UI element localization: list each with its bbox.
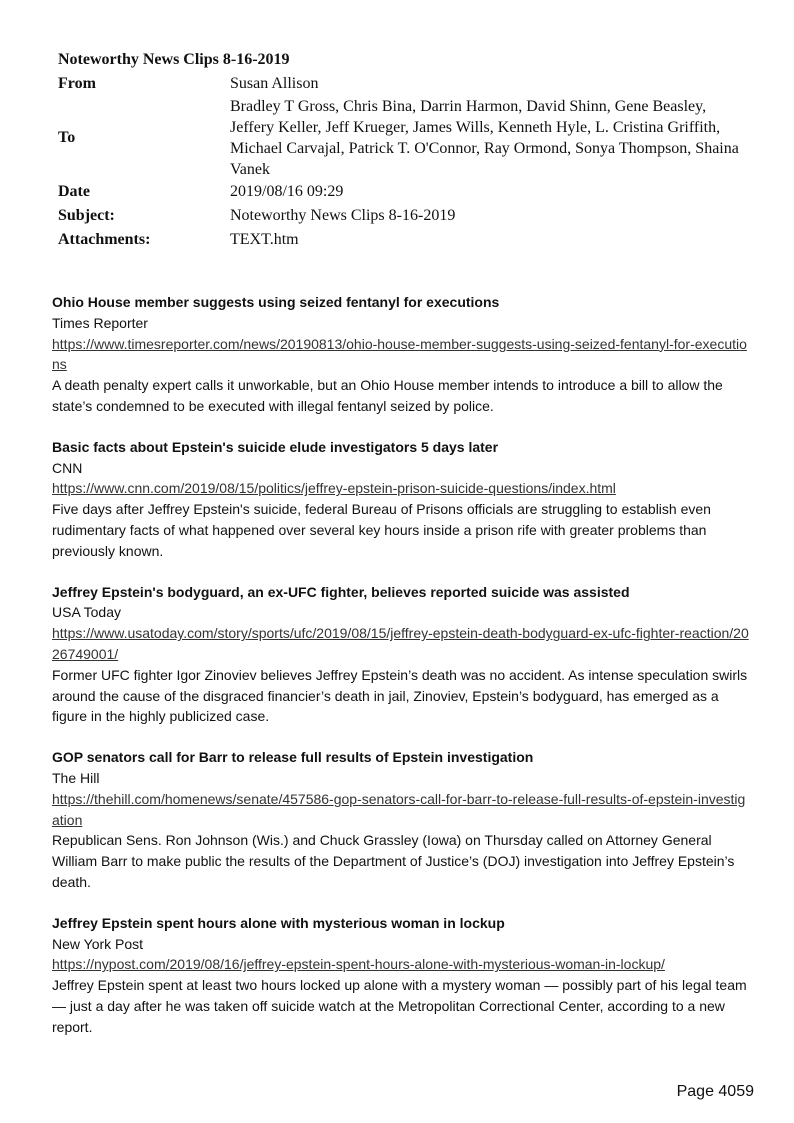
clip-link[interactable]: https://thehill.com/homenews/senate/457586-gop-senators-call-for-barr-to-release-full-results-of-epstein-investigation	[52, 790, 746, 828]
clip-source: The Hill	[52, 769, 100, 786]
attachments-value: TEXT.htm	[230, 231, 299, 248]
clip-source: USA Today	[52, 604, 122, 621]
clip-summary: A death penalty expert calls it unworkable, but an Ohio House member intends to introduce a bill to allow the state’s condemned to be executed with illegal fentanyl seized by police.	[52, 377, 723, 414]
clip-headline: Ohio House member suggests using seized fentanyl for executions	[52, 294, 500, 310]
from-value: Susan Allison	[230, 75, 319, 92]
clip-link[interactable]: https://www.cnn.com/2019/08/15/politics/jeffrey-epstein-prison-suicide-questions/index.html	[52, 480, 616, 497]
clip-link[interactable]: https://www.timesreporter.com/news/20190813/ohio-house-member-suggests-using-seized-fentanyl-for-executions	[52, 335, 747, 373]
clip-link[interactable]: https://www.usatoday.com/story/sports/ufc/2019/08/15/jeffrey-epstein-death-bodyguard-ex-ufc-fighter-reaction/2026749001/	[52, 625, 749, 662]
clip-summary: Republican Sens. Ron Johnson (Wis.) and Chuck Grassley (Iowa) on Thursday called on Attorney General William Barr to make public the results of the Department of Justice’s (DOJ) investigation into Jeffrey Epstein’s death.	[52, 832, 735, 890]
clip-link[interactable]: https://nypost.com/2019/08/16/jeffrey-epstein-spent-hours-alone-with-mysterious-woman-in-lockup/	[52, 956, 665, 973]
news-clip	[52, 437, 752, 562]
clip-source: CNN	[52, 459, 83, 476]
clip-source: Times Reporter	[52, 314, 148, 331]
from-label: From	[58, 75, 96, 92]
subject-row	[58, 204, 748, 228]
news-clips-list	[52, 292, 752, 1058]
attachments-label: Attachments:	[58, 231, 151, 248]
clip-headline: Jeffrey Epstein spent hours alone with mysterious woman in lockup	[52, 914, 505, 931]
date-row	[58, 180, 748, 204]
subject-label: Subject:	[58, 207, 115, 224]
news-clip	[52, 582, 752, 728]
clip-headline: Basic facts about Epstein's suicide elude investigators 5 days later	[52, 438, 499, 455]
news-clip	[52, 913, 752, 1038]
clip-summary: Five days after Jeffrey Epstein's suicide, federal Bureau of Prisons officials are struggling to establish even rudimentary facts of what happened over several key hours inside a prison rife with greater problems than previously known.	[52, 501, 711, 559]
clip-summary: Jeffrey Epstein spent at least two hours locked up alone with a mystery woman — possibly part of his legal team — just a day after he was taken off suicide watch at the Metropolitan Correctional Center, according to a new report.	[52, 977, 747, 1035]
news-clip	[52, 292, 752, 417]
to-label: To	[58, 129, 76, 146]
from-row	[58, 72, 748, 96]
clip-headline: GOP senators call for Barr to release full results of Epstein investigation	[52, 749, 534, 766]
email-header	[58, 48, 748, 252]
email-title: Noteworthy News Clips 8-16-2019	[58, 51, 290, 68]
clip-headline: Jeffrey Epstein's bodyguard, an ex-UFC fighter, believes reported suicide was assisted	[52, 583, 630, 600]
subject-value: Noteworthy News Clips 8-16-2019	[230, 207, 456, 224]
clip-source: New York Post	[52, 935, 144, 952]
date-value: 2019/08/16 09:29	[230, 183, 344, 200]
attachments-row	[58, 228, 748, 252]
news-clip	[52, 747, 752, 893]
to-value: Bradley T Gross, Chris Bina, Darrin Harmon, David Shinn, Gene Beasley, Jeffery Keller, Jeff Krueger, James Wills, Kenneth Hyle, L. Cristina Griffith, Michael Carvajal, Patrick T. O'Connor, Ray Ormond, Sonya Thompson, Shaina Vanek	[230, 98, 739, 178]
clip-summary: Former UFC fighter Igor Zinoviev believes Jeffrey Epstein’s death was no accident. As intense speculation swirls around the cause of the disgraced financier’s death in jail, Zinoviev, Epstein’s bodyguard, has emerged as a figure in the highly publicized case.	[52, 666, 748, 725]
date-label: Date	[58, 183, 90, 200]
page-number: Page 4059	[676, 1083, 754, 1100]
to-row	[58, 96, 748, 180]
